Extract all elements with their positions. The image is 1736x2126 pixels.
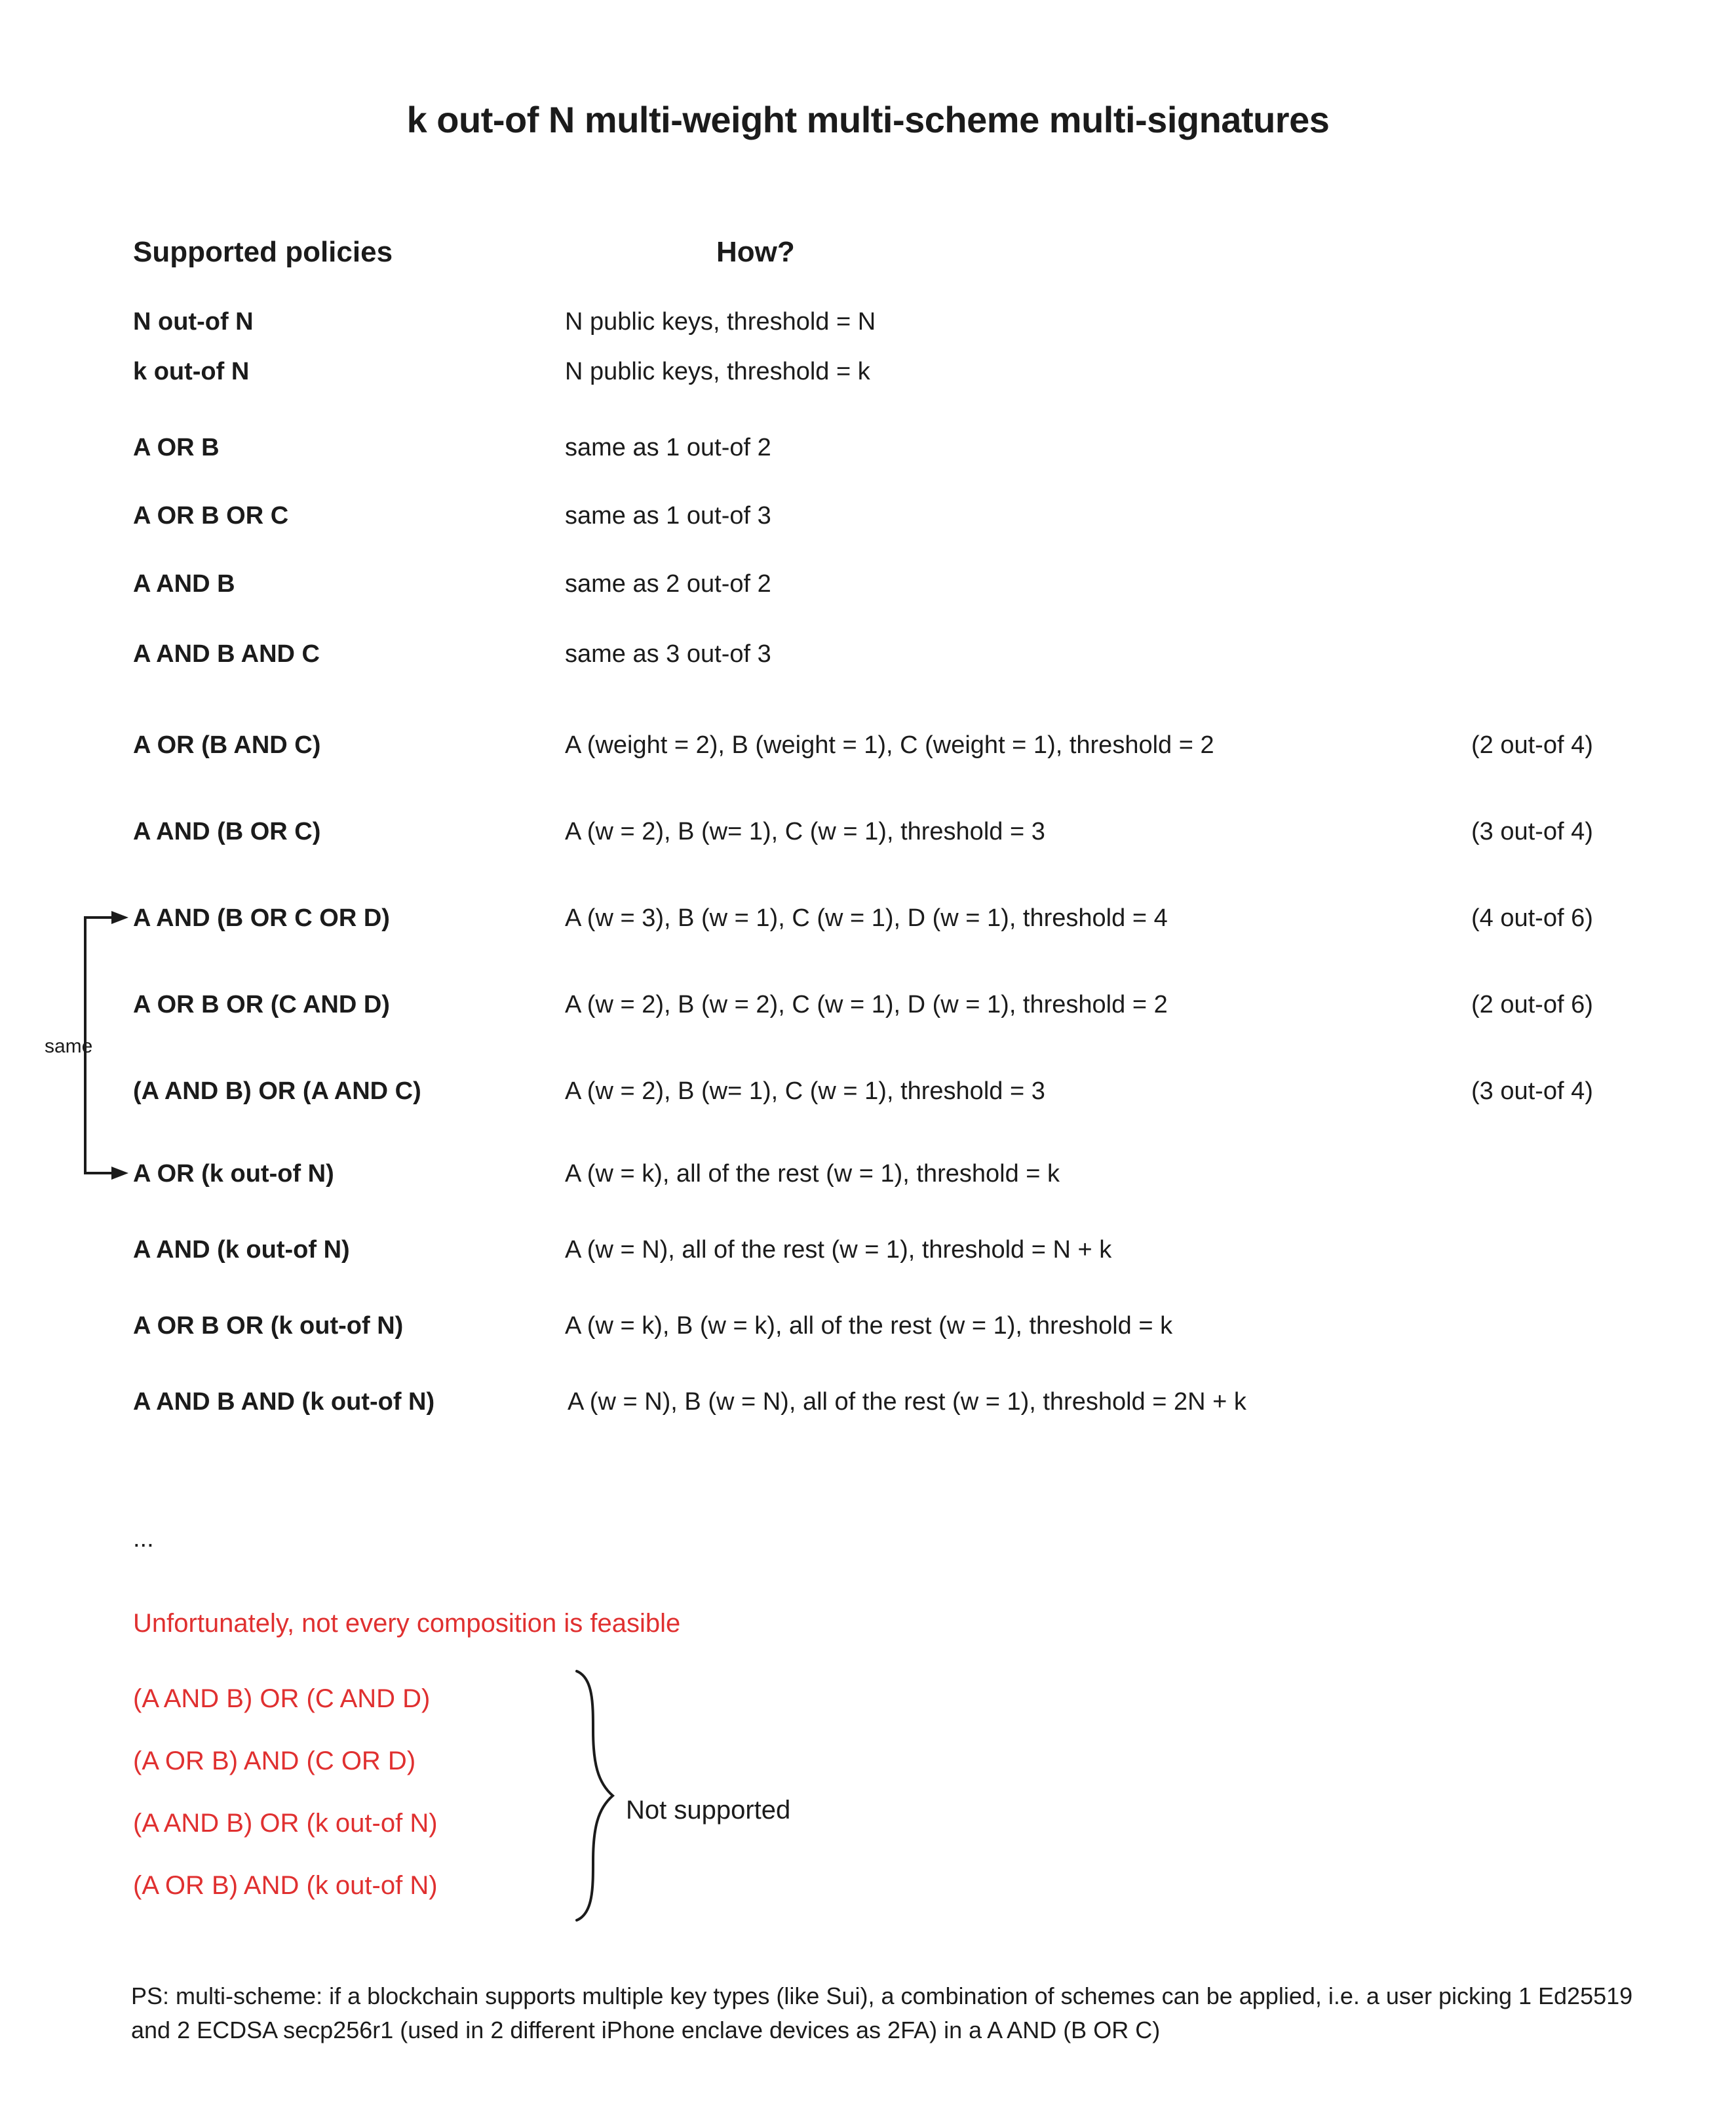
policy-label: A OR B OR C [133, 502, 289, 530]
policy-label: (A AND B) OR (A AND C) [133, 1077, 421, 1105]
unsupported-policy-item: (A AND B) OR (k out-of N) [133, 1809, 438, 1838]
policy-how: A (w = N), all of the rest (w = 1), threshold = N + k [565, 1236, 1112, 1264]
policy-equivalent: (2 out-of 4) [1471, 731, 1593, 759]
policy-label: A OR B OR (C AND D) [133, 991, 390, 1018]
policy-label: A OR B OR (k out-of N) [133, 1312, 404, 1340]
policy-how: same as 1 out-of 3 [565, 502, 771, 530]
policy-label: k out-of N [133, 358, 250, 385]
table-row [0, 731, 1736, 815]
table-row [0, 991, 1736, 1075]
policy-label: A AND B AND (k out-of N) [133, 1388, 435, 1416]
policy-label: A OR (k out-of N) [133, 1160, 334, 1188]
policy-equivalent: (3 out-of 4) [1471, 818, 1593, 845]
table-row [0, 358, 1736, 431]
policy-how: same as 3 out-of 3 [565, 640, 771, 668]
policy-label: A OR B [133, 434, 220, 461]
column-header-how: How? [716, 236, 795, 268]
policy-label: A AND (B OR C OR D) [133, 904, 390, 932]
policy-how: A (w = k), all of the rest (w = 1), threshold = k [565, 1160, 1060, 1188]
policy-equivalent: (4 out-of 6) [1471, 904, 1593, 932]
column-header-policies: Supported policies [133, 236, 393, 268]
policy-how: A (w = 2), B (w = 2), C (w = 1), D (w = 1), threshold = 2 [565, 991, 1168, 1018]
policy-table [0, 308, 1736, 1464]
unsupported-policy-item: (A OR B) AND (C OR D) [133, 1747, 416, 1775]
same-annotation-label: same [45, 1035, 93, 1057]
table-row [0, 1388, 1736, 1461]
table-row [0, 308, 1736, 355]
unsupported-policy-item: (A OR B) AND (k out-of N) [133, 1871, 438, 1900]
table-row [0, 818, 1736, 902]
policy-label: A OR (B AND C) [133, 731, 321, 759]
unsupported-policy-item: (A AND B) OR (C AND D) [133, 1684, 431, 1713]
table-row [0, 640, 1736, 729]
table-row [0, 1077, 1736, 1157]
curly-brace-icon [577, 1671, 613, 1920]
policy-how: A (weight = 2), B (weight = 1), C (weight = 1), threshold = 2 [565, 731, 1214, 759]
page-title: k out-of N multi-weight multi-scheme multi-signatures [406, 99, 1330, 140]
table-row [0, 502, 1736, 568]
policy-how: A (w = 3), B (w = 1), C (w = 1), D (w = 1), threshold = 4 [565, 904, 1168, 932]
table-row [0, 1236, 1736, 1309]
table-row [0, 1312, 1736, 1385]
policy-label: A AND (B OR C) [133, 818, 321, 845]
policy-how: A (w = k), B (w = k), all of the rest (w = 1), threshold = k [565, 1312, 1173, 1340]
policy-how: A (w = 2), B (w= 1), C (w = 1), threshold = 3 [565, 818, 1045, 845]
not-supported-label: Not supported [626, 1796, 791, 1825]
table-row [0, 1160, 1736, 1233]
policy-how: same as 1 out-of 2 [565, 434, 771, 461]
policy-label: A AND B AND C [133, 640, 320, 668]
policy-label: A AND (k out-of N) [133, 1236, 350, 1264]
table-row [0, 434, 1736, 499]
policy-how: A (w = 2), B (w= 1), C (w = 1), threshold = 3 [565, 1077, 1045, 1105]
table-row [0, 570, 1736, 638]
policy-equivalent: (3 out-of 4) [1471, 1077, 1593, 1105]
ellipsis-row: ... [133, 1525, 154, 1553]
table-row [0, 904, 1736, 988]
policy-how: A (w = N), B (w = N), all of the rest (w = 1), threshold = 2N + k [568, 1388, 1246, 1416]
policy-how: same as 2 out-of 2 [565, 570, 771, 598]
policy-label: A AND B [133, 570, 235, 598]
policy-label: N out-of N [133, 308, 254, 336]
policy-how: N public keys, threshold = N [565, 308, 876, 336]
footnote: PS: multi-scheme: if a blockchain supports multiple key types (like Sui), a combination of schemes can be applied, i.e. a user picking 1 Ed25519 and 2 ECDSA secp256r1 (used in 2 different iPhone enclave devices as 2FA) in a A AND (B OR C) [131, 1982, 1633, 2044]
policy-equivalent: (2 out-of 6) [1471, 991, 1593, 1018]
infeasible-note: Unfortunately, not every composition is feasible [133, 1609, 681, 1638]
policy-how: N public keys, threshold = k [565, 358, 870, 385]
